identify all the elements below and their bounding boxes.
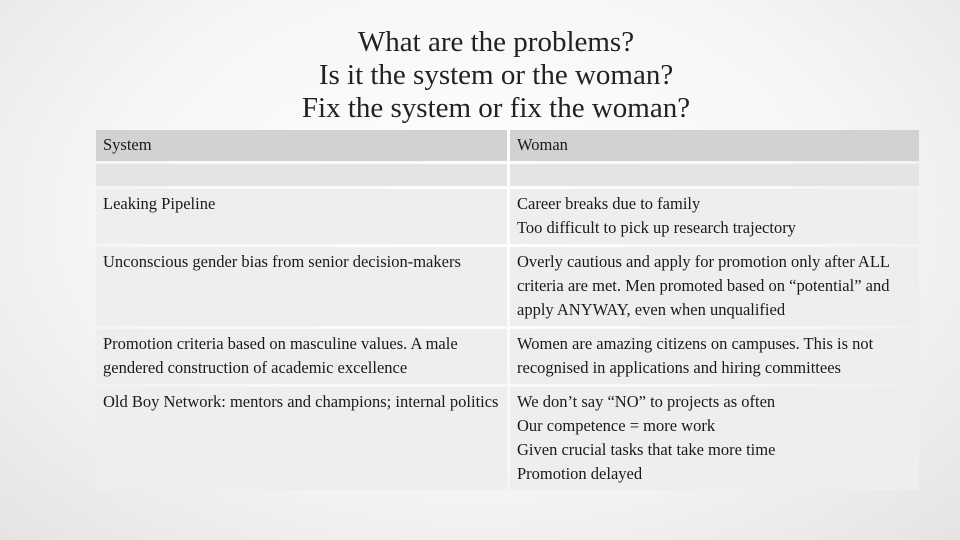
system-cell <box>96 329 507 384</box>
woman-cell <box>510 247 919 326</box>
cell-text: Given crucial tasks that take more time <box>517 440 776 459</box>
title-line-1: What are the problems? <box>357 26 635 58</box>
system-cell <box>96 247 507 326</box>
woman-cell <box>510 189 919 244</box>
table-header-row <box>96 130 919 161</box>
cell-text: Unconscious gender bias from senior decision-makers <box>103 252 461 271</box>
slide-title <box>0 26 960 125</box>
table-row <box>96 329 919 384</box>
title-line-3: Fix the system or fix the woman? <box>301 92 691 124</box>
cell-text: Our competence = more work <box>517 416 716 435</box>
title-line-2: Is it the system or the woman? <box>318 59 674 91</box>
cell-text: Career breaks due to family <box>517 194 701 213</box>
table-row <box>96 247 919 326</box>
cell-text: Promotion criteria based on masculine values. A male gendered construction of academic excellence <box>103 334 458 377</box>
table-row <box>96 387 919 490</box>
table-blank-row <box>96 164 919 186</box>
header-system: System <box>96 130 507 161</box>
cell-text: Women are amazing citizens on campuses. This is not recognised in applications and hiring committees <box>517 334 874 377</box>
cell-text: Leaking Pipeline <box>103 194 216 213</box>
table-row <box>96 189 919 244</box>
cell-text: We don’t say “NO” to projects as often <box>517 392 776 411</box>
cell-text: Promotion delayed <box>517 464 643 483</box>
header-woman: Woman <box>510 130 919 161</box>
system-cell <box>96 387 507 490</box>
cell-text: Old Boy Network: mentors and champions; internal politics <box>103 392 499 411</box>
cell-text: Too difficult to pick up research trajectory <box>517 218 796 237</box>
system-cell <box>96 189 507 244</box>
woman-cell <box>510 329 919 384</box>
blank-cell <box>510 164 919 186</box>
system-vs-woman-table <box>93 127 922 493</box>
cell-text: Overly cautious and apply for promotion only after ALL criteria are met. Men promoted based on “potential” and apply ANYWAY, even when unqualified <box>517 252 890 319</box>
woman-cell <box>510 387 919 490</box>
blank-cell <box>96 164 507 186</box>
